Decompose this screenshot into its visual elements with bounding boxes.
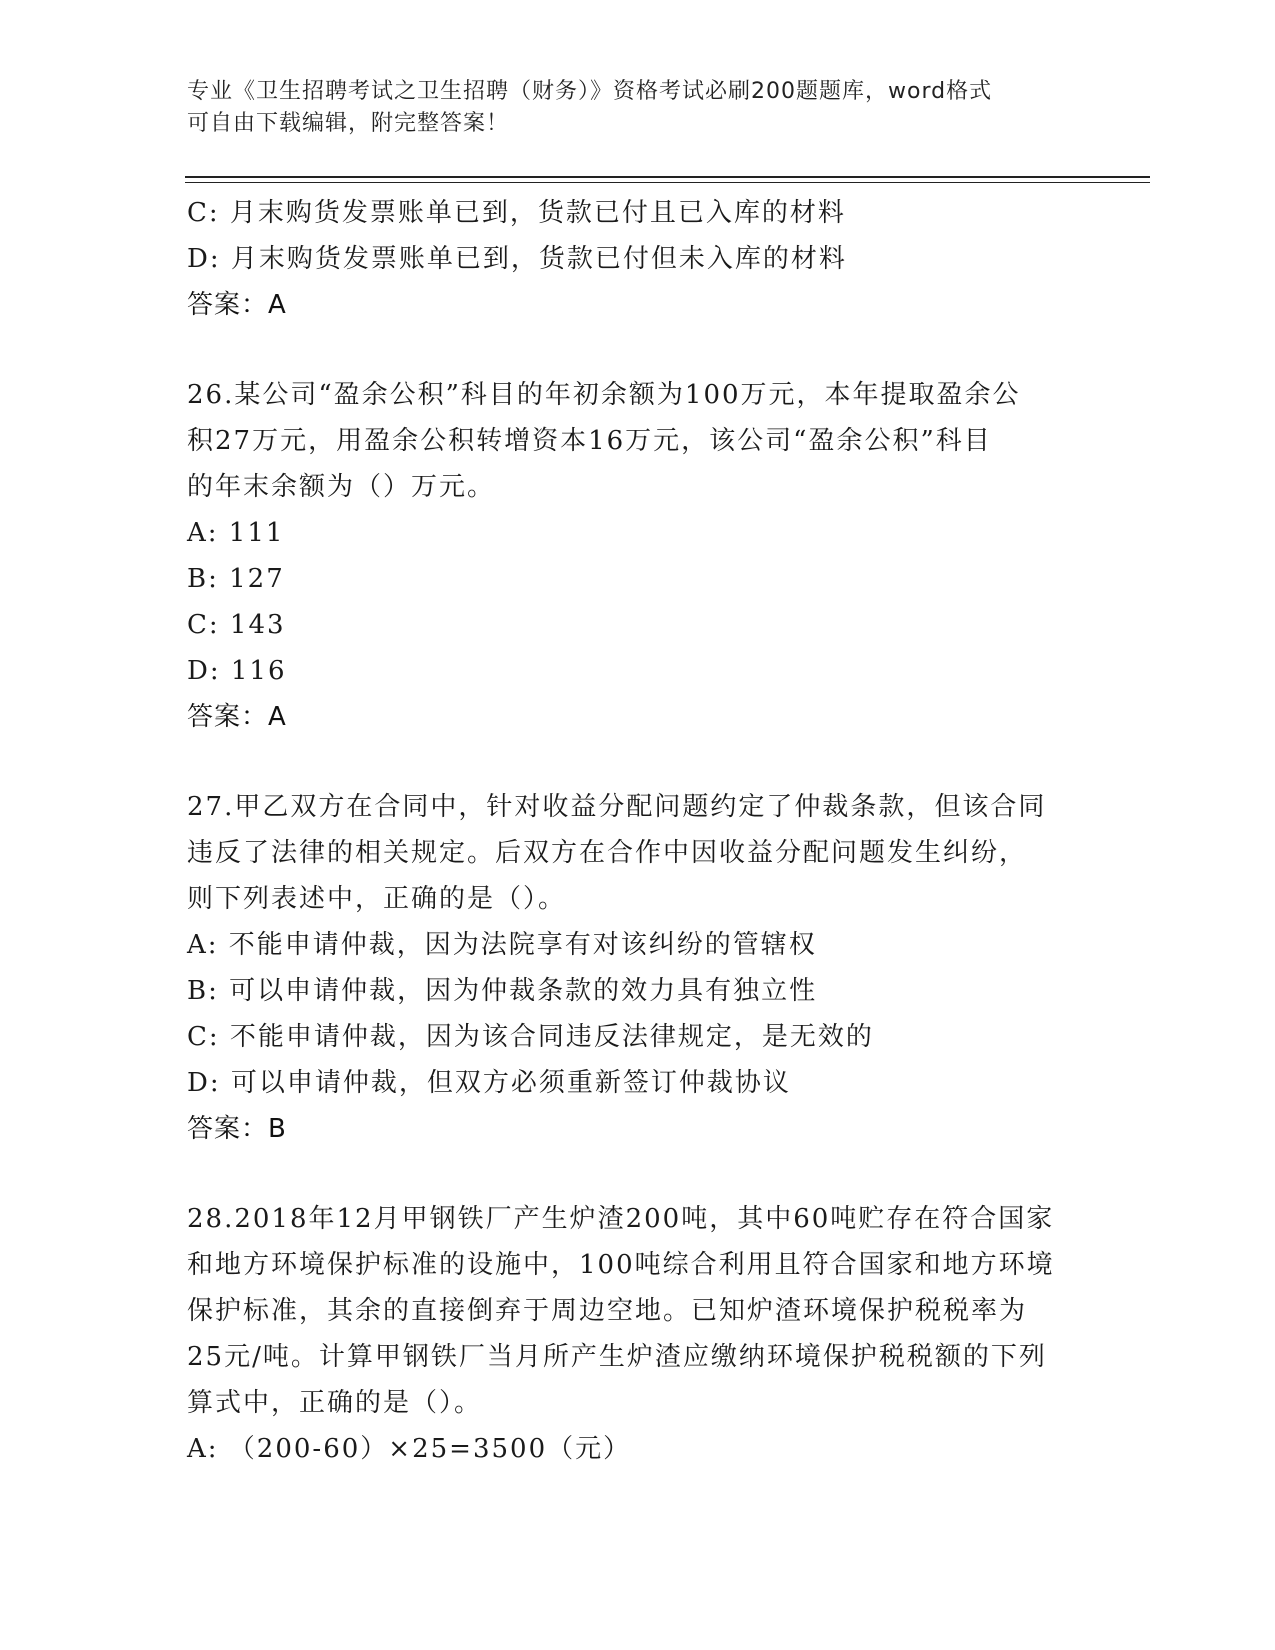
question-27 — [187, 784, 1087, 1152]
question-26 — [187, 372, 1087, 740]
header-title-line2: 可自由下载编辑，附完整答案！ — [187, 111, 510, 136]
answer-line: 答案：A — [187, 290, 287, 320]
page-header — [187, 76, 1087, 140]
option-c: C: 143 — [187, 610, 286, 640]
option-a: A: 不能申请仲裁，因为法院享有对该纠纷的管辖权 — [187, 930, 817, 960]
question-stem: 的年末余额为（）万元。 — [187, 472, 496, 502]
option-d: D: 可以申请仲裁，但双方必须重新签订仲裁协议 — [187, 1068, 791, 1098]
question-28 — [187, 1196, 1087, 1472]
option-b: B: 可以申请仲裁，因为仲裁条款的效力具有独立性 — [187, 976, 818, 1006]
spacer — [187, 328, 1087, 372]
option-c: C: 不能申请仲裁，因为该合同违反法律规定，是无效的 — [187, 1022, 874, 1052]
option-a: A: 111 — [187, 518, 285, 548]
option-a: A: （200-60）×25=3500（元） — [187, 1434, 632, 1464]
option-c: C: 月末购货发票账单已到，货款已付且已入库的材料 — [187, 198, 846, 228]
question-stem: 算式中，正确的是（）。 — [187, 1388, 483, 1418]
question-stem: 26.某公司“盈余公积”科目的年初余额为100万元，本年提取盈余公 — [187, 380, 1021, 410]
question-stem: 积27万元，用盈余公积转增资本16万元，该公司“盈余公积”科目 — [187, 426, 992, 456]
document-body — [187, 190, 1087, 1472]
question-25-tail — [187, 190, 1087, 328]
header-title-line1: 专业《卫生招聘考试之卫生招聘（财务）》资格考试必刷200题题库，word格式 — [187, 79, 993, 104]
question-stem: 和地方环境保护标准的设施中，100吨综合利用且符合国家和地方环境 — [187, 1250, 1055, 1280]
spacer — [187, 1152, 1087, 1196]
question-stem: 27.甲乙双方在合同中，针对收益分配问题约定了仲裁条款，但该合同 — [187, 792, 1047, 822]
answer-line: 答案：A — [187, 702, 287, 732]
question-stem: 保护标准，其余的直接倒弃于周边空地。已知炉渣环境保护税税率为 — [187, 1296, 1028, 1326]
question-stem: 违反了法律的相关规定。后双方在合作中因收益分配问题发生纠纷， — [187, 838, 1028, 868]
option-d: D: 116 — [187, 656, 287, 686]
header-divider-thin — [185, 182, 1150, 183]
answer-line: 答案：B — [187, 1114, 287, 1144]
question-stem: 25元/吨。计算甲钢铁厂当月所产生炉渣应缴纳环境保护税税额的下列 — [187, 1342, 1047, 1372]
question-stem: 28.2018年12月甲钢铁厂产生炉渣200吨，其中60吨贮存在符合国家 — [187, 1204, 1055, 1234]
option-b: B: 127 — [187, 564, 285, 594]
header-divider-thick — [185, 176, 1150, 178]
question-stem: 则下列表述中，正确的是（）。 — [187, 884, 567, 914]
spacer — [187, 740, 1087, 784]
option-d: D: 月末购货发票账单已到，货款已付但未入库的材料 — [187, 244, 847, 274]
